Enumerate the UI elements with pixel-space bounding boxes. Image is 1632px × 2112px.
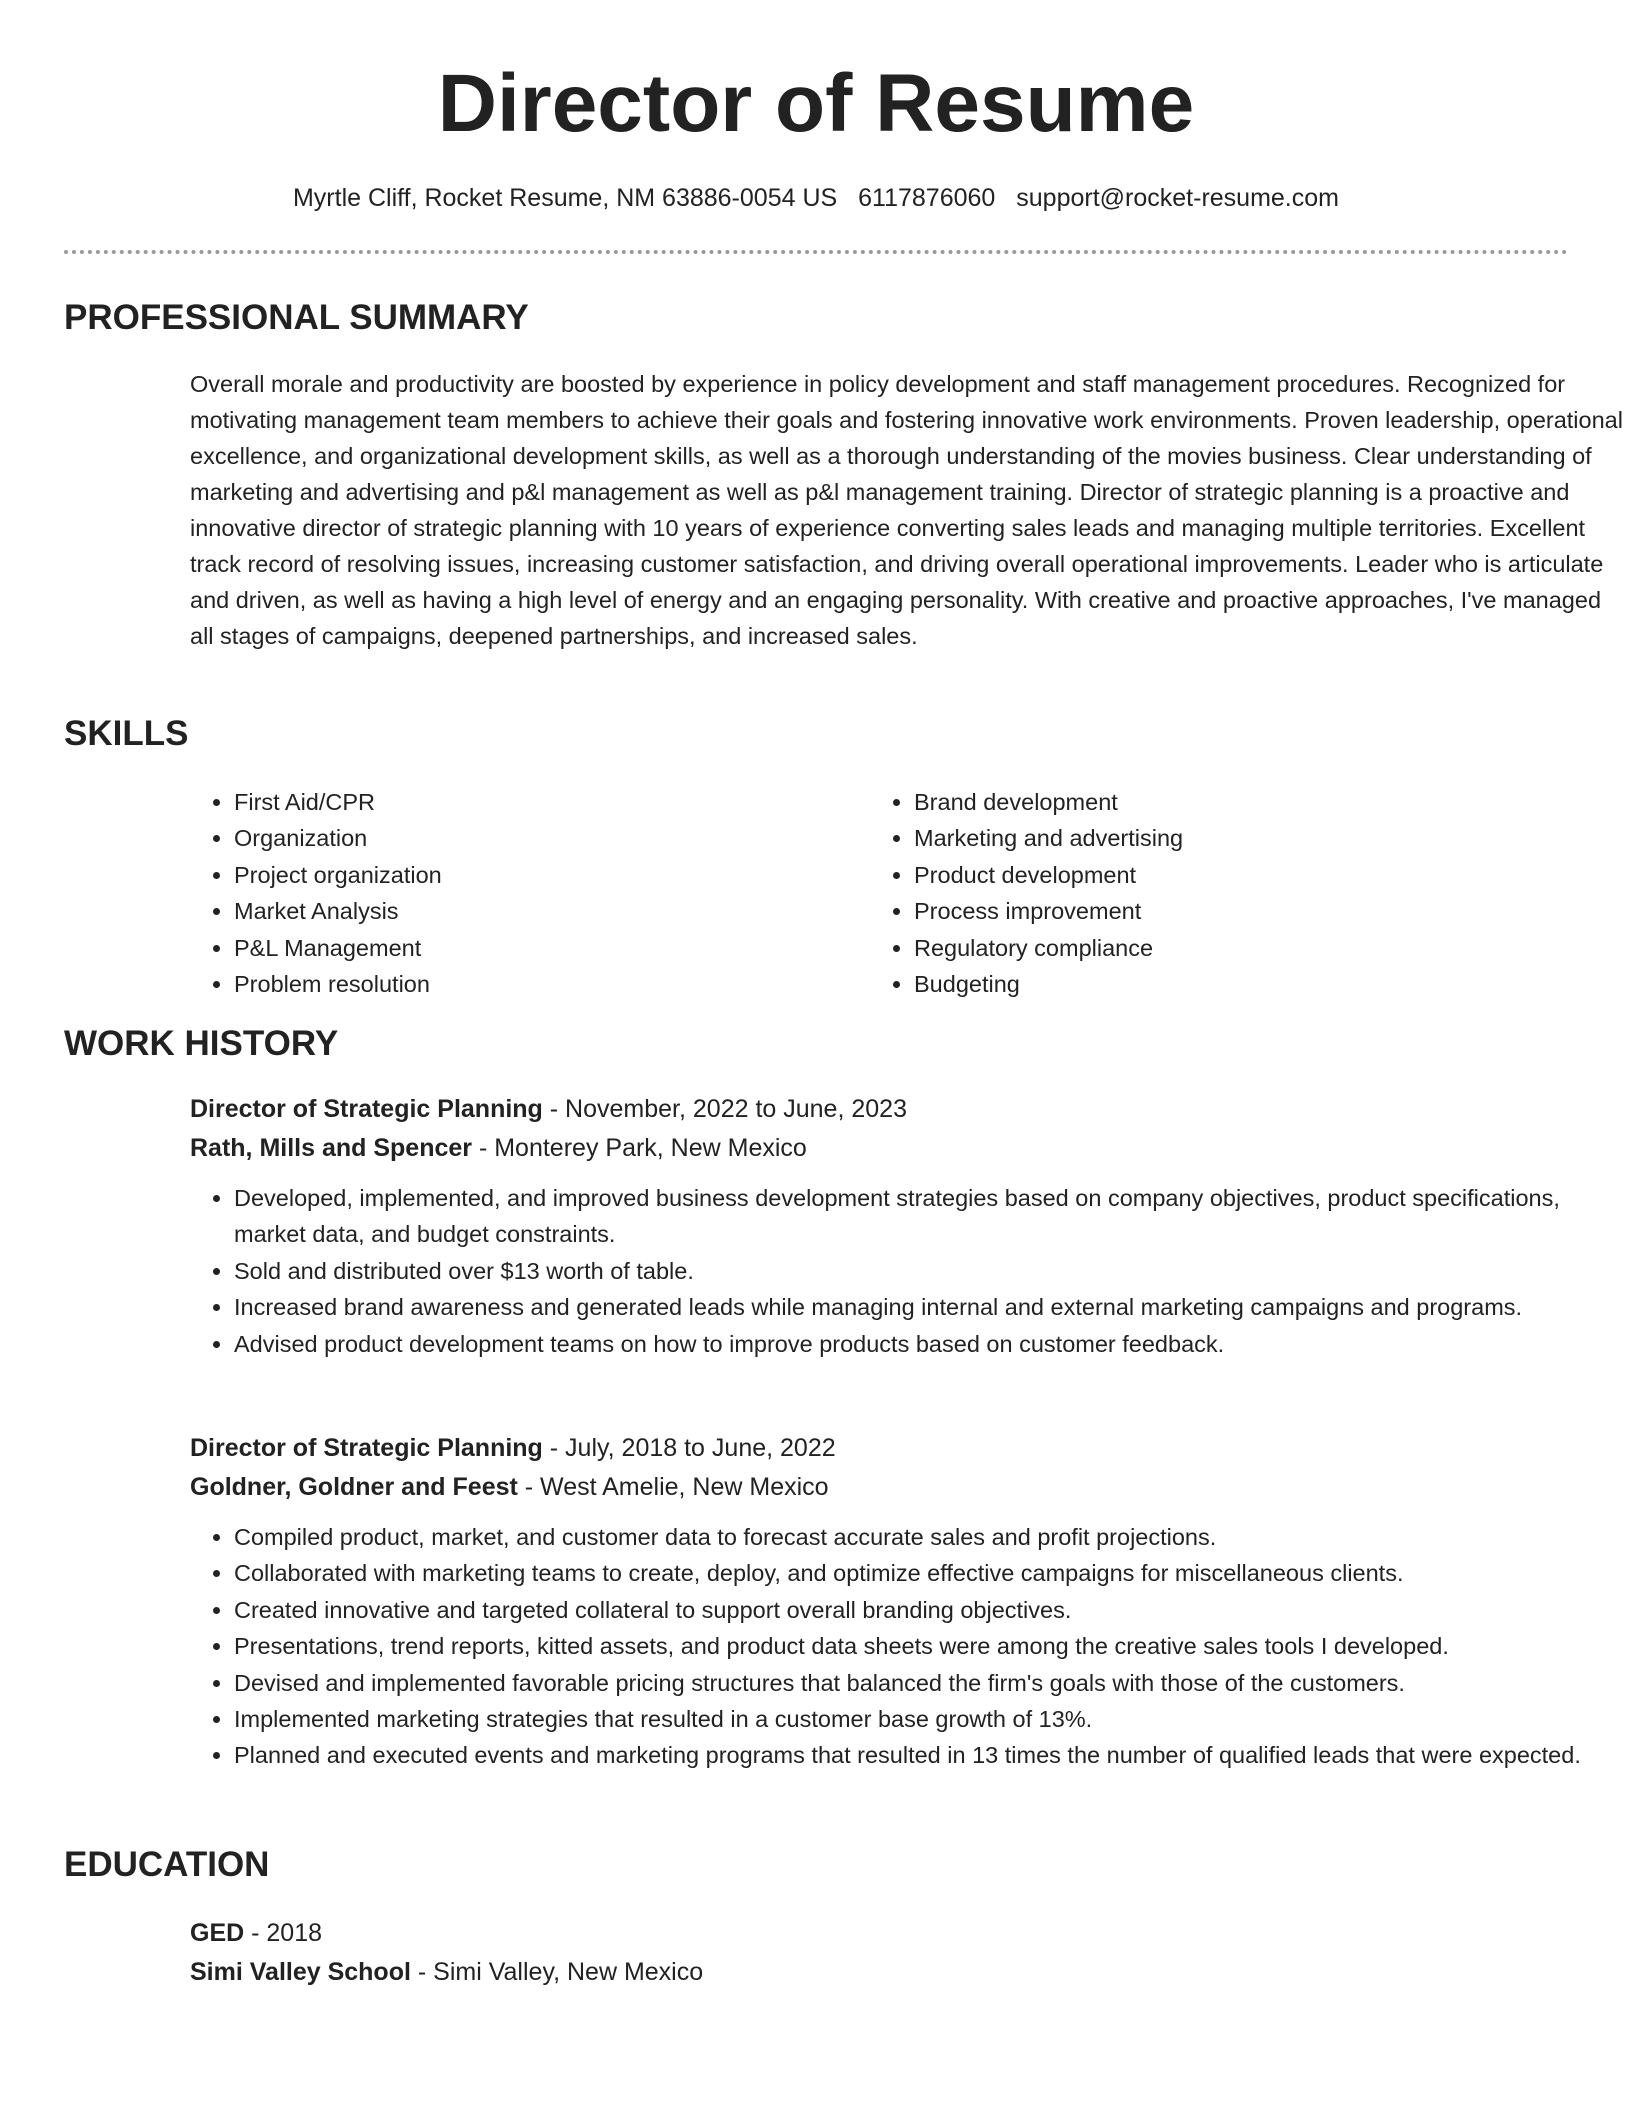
job-title-line xyxy=(190,1090,1630,1129)
job-title-line xyxy=(190,1429,1630,1468)
job-bullets xyxy=(190,1180,1630,1362)
job-entry xyxy=(190,1429,1630,1774)
job-bullet: • Devised and implemented favorable pricing structures that balanced the firm's goals with those of the customers. xyxy=(234,1665,1630,1701)
job-company-line xyxy=(190,1129,1630,1168)
job-company-line xyxy=(190,1468,1630,1507)
job-bullet: • Compiled product, market, and customer data to forecast accurate sales and profit projections. xyxy=(234,1519,1630,1555)
education-degree-line xyxy=(190,1914,1490,1953)
contact-email[interactable]: support@rocket-resume.com xyxy=(1016,184,1339,212)
job-bullet: • Developed, implemented, and improved business development strategies based on company objectives, product specifications, market data, and budget constraints. xyxy=(234,1180,1630,1253)
job-bullet: • Sold and distributed over $13 worth of table. xyxy=(234,1253,1630,1289)
job-dates: - November, 2022 to June, 2023 xyxy=(542,1095,907,1123)
job-bullet: • Increased brand awareness and generated leads while managing internal and external marketing campaigns and programs. xyxy=(234,1289,1630,1325)
skill-item: • Project organization xyxy=(234,857,870,893)
skill-item: • Market Analysis xyxy=(234,893,870,929)
skill-item: • Product development xyxy=(914,857,1550,893)
education-school-line xyxy=(190,1953,1490,1992)
job-bullet: • Created innovative and targeted collateral to support overall branding objectives. xyxy=(234,1592,1630,1628)
job-bullet: • Implemented marketing strategies that resulted in a customer base growth of 13%. xyxy=(234,1701,1630,1737)
section-title-education: EDUCATION xyxy=(64,1845,270,1884)
resume-name: Director of Resume xyxy=(437,58,1195,149)
section-title-summary: PROFESSIONAL SUMMARY xyxy=(64,298,529,337)
skill-item: • Regulatory compliance xyxy=(914,930,1550,966)
job-location: - Monterey Park, New Mexico xyxy=(472,1134,807,1162)
contact-address: Myrtle Cliff, Rocket Resume, NM 63886-0054 US xyxy=(292,184,838,212)
job-bullet: • Advised product development teams on how to improve products based on customer feedback. xyxy=(234,1326,1630,1362)
education-school: Simi Valley School xyxy=(190,1958,411,1986)
job-company: Goldner, Goldner and Feest xyxy=(190,1473,518,1501)
skill-item: • First Aid/CPR xyxy=(234,784,870,820)
skills-list xyxy=(190,784,1568,1002)
job-bullet: • Collaborated with marketing teams to create, deploy, and optimize effective campaigns for miscellaneous clients. xyxy=(234,1555,1630,1591)
skill-item: • Brand development xyxy=(914,784,1550,820)
job-location: - West Amelie, New Mexico xyxy=(517,1473,829,1501)
summary-text: Overall morale and productivity are boosted by experience in policy development and staff management procedures. Recognized for motivating management team members to achieve their goals and fostering innovative work environments. Proven leadership, operational excellence, and organizational development skills, as well as a thorough understanding of the movies business. Clear understanding of marketing and advertising and p&l management as well as p&l management training. Director of strategic planning is a proactive and innovative director of strategic planning with 10 years of experience converting sales leads and managing multiple territories. Excellent track record of resolving issues, increasing customer satisfaction, and driving overall operational improvements. Leader who is articulate and driven, as well as having a high level of energy and an engaging personality. With creative and proactive approaches, I've managed all stages of campaigns, deepened partnerships, and increased sales. xyxy=(190,371,1623,649)
job-dates: - July, 2018 to June, 2022 xyxy=(542,1434,836,1462)
job-role: Director of Strategic Planning xyxy=(190,1434,543,1462)
skill-item: • P&L Management xyxy=(234,930,870,966)
job-bullets xyxy=(190,1519,1630,1774)
education-degree: GED xyxy=(190,1919,245,1947)
contact-phone[interactable]: 6117876060 xyxy=(858,184,996,212)
section-title-work-history: WORK HISTORY xyxy=(64,1024,339,1063)
skill-item: • Marketing and advertising xyxy=(914,820,1550,856)
job-role: Director of Strategic Planning xyxy=(190,1095,543,1123)
education-location: - Simi Valley, New Mexico xyxy=(410,1958,704,1986)
job-bullet: • Planned and executed events and marketing programs that resulted in 13 times the number of qualified leads that were expected. xyxy=(234,1737,1630,1773)
job-entry xyxy=(190,1090,1630,1362)
skill-item: • Problem resolution xyxy=(234,966,870,1002)
header-divider xyxy=(64,250,1568,254)
skill-item: • Organization xyxy=(234,820,870,856)
job-bullet: • Presentations, trend reports, kitted assets, and product data sheets were among the creative sales tools I developed. xyxy=(234,1628,1630,1664)
section-title-skills: SKILLS xyxy=(64,714,189,753)
education-year: - 2018 xyxy=(244,1919,323,1947)
contact-line xyxy=(64,180,1568,216)
job-company: Rath, Mills and Spencer xyxy=(190,1134,473,1162)
skills-column-right xyxy=(870,784,1550,1002)
skills-column-left xyxy=(190,784,870,1002)
education-entry xyxy=(190,1914,1490,1992)
skill-item: • Process improvement xyxy=(914,893,1550,929)
skill-item: • Budgeting xyxy=(914,966,1550,1002)
